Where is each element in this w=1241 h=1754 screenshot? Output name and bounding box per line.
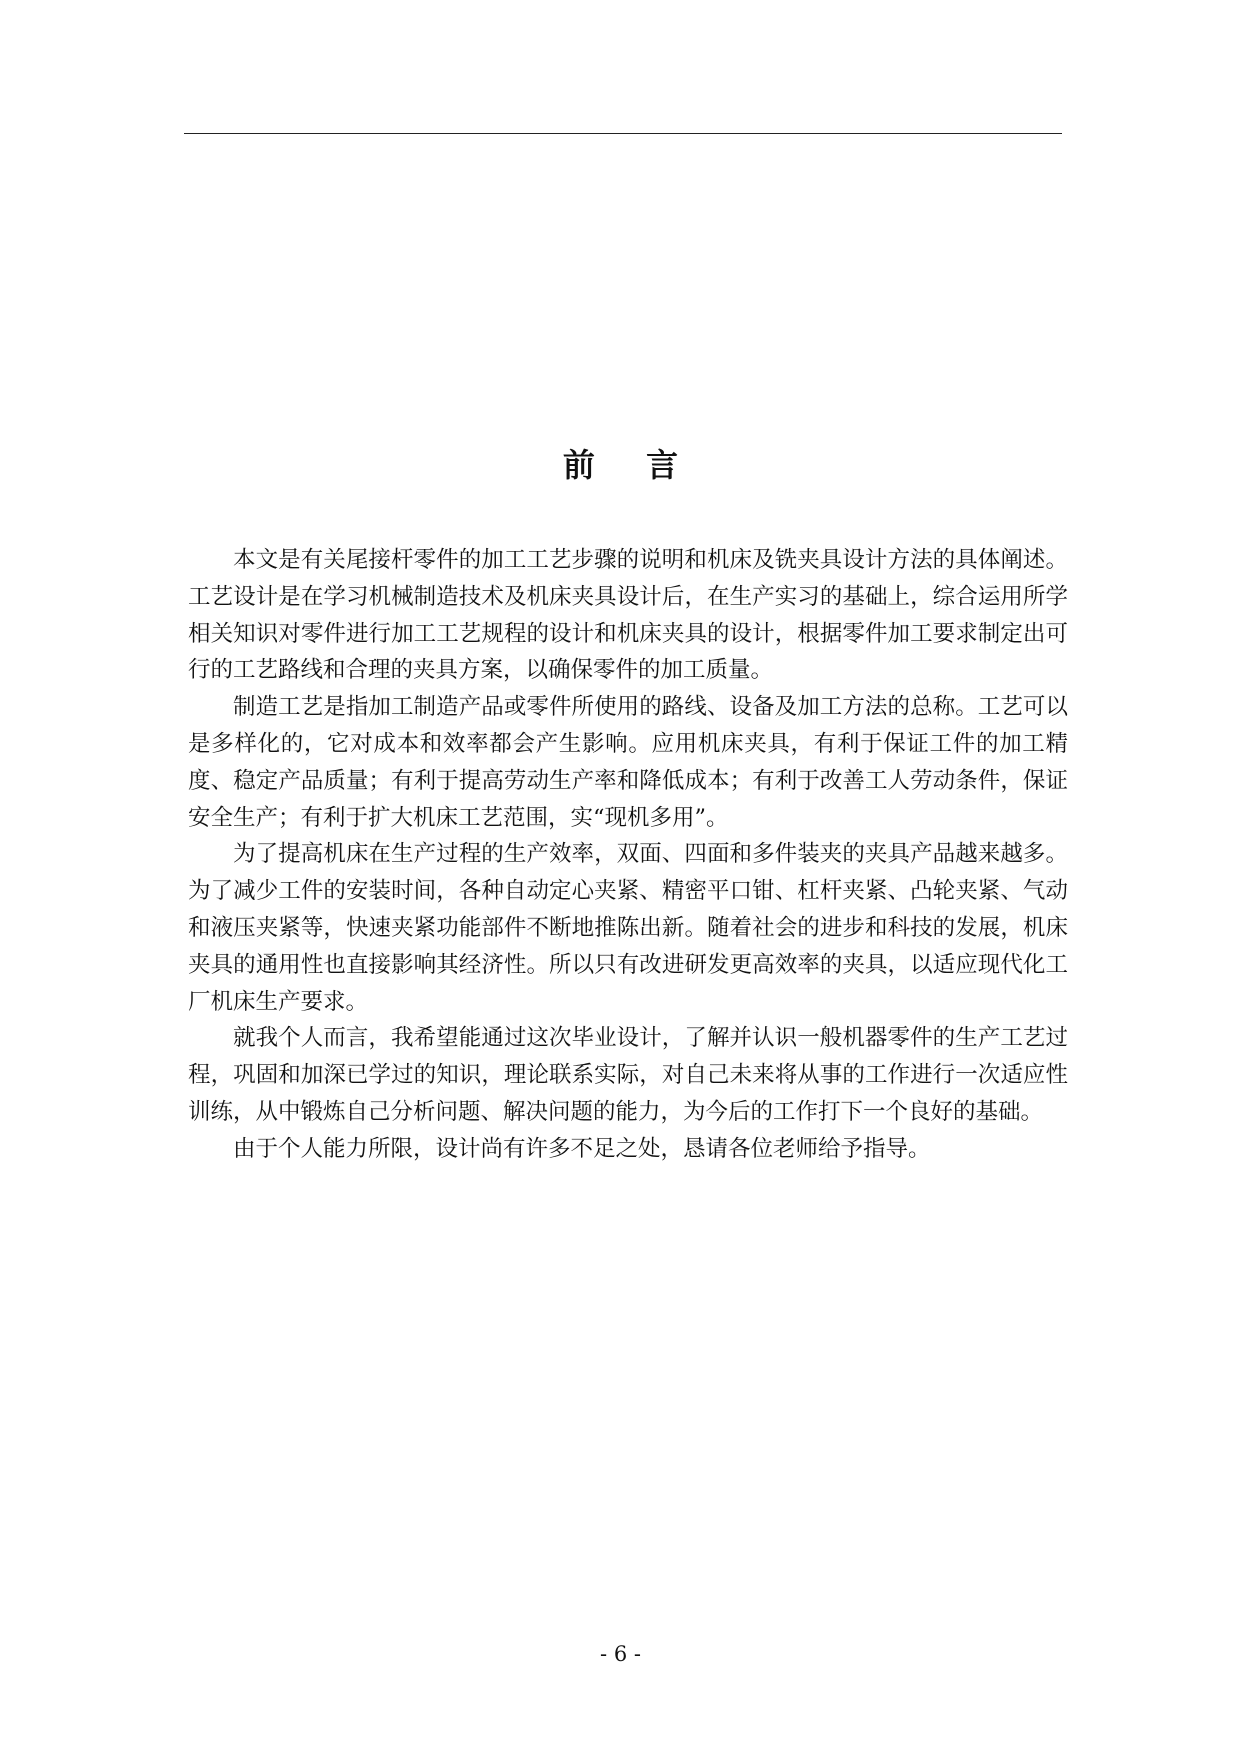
body-text [188, 542, 1068, 1168]
paragraph-4: 就我个人而言，我希望能通过这次毕业设计，了解并认识一般机器零件的生产工艺过程，巩固和加深已学过的知识，理论联系实际，对自己未来将从事的工作进行一次适应性训练，从中锻炼自己分析问题、解决问题的能力，为今后的工作打下一个良好的基础。 [188, 1025, 1068, 1125]
paragraph-1: 本文是有关尾接杆零件的加工工艺步骤的说明和机床及铣夹具设计方法的具体阐述。工艺设计是在学习机械制造技术及机床夹具设计后，在生产实习的基础上，综合运用所学相关知识对零件进行加工工艺规程的设计和机床夹具的设计，根据零件加工要求制定出可行的工艺路线和合理的夹具方案，以确保零件的加工质量。 [188, 547, 1068, 684]
paragraph-3: 为了提高机床在生产过程的生产效率，双面、四面和多件装夹的夹具产品越来越多。为了减少工件的安装时间，各种自动定心夹紧、精密平口钳、杠杆夹紧、凸轮夹紧、气动和液压夹紧等，快速夹紧功能部件不断地推陈出新。随着社会的进步和科技的发展，机床夹具的通用性也直接影响其经济性。所以只有改进研发更高效率的夹具，以适应现代化工厂机床生产要求。 [188, 841, 1068, 1015]
paragraph-2: 制造工艺是指加工制造产品或零件所使用的路线、设备及加工方法的总称。工艺可以是多样化的，它对成本和效率都会产生影响。应用机床夹具，有利于保证工件的加工精度、稳定产品质量；有利于提高劳动生产率和降低成本；有利于改善工人劳动条件，保证安全生产；有利于扩大机床工艺范围，实“现机多用”。 [188, 694, 1068, 831]
page-number: - 6 - [600, 1642, 641, 1666]
header-rule [184, 133, 1062, 134]
paragraph-5: 由于个人能力所限，设计尚有许多不足之处，恳请各位老师给予指导。 [233, 1135, 931, 1162]
page-title: 前 言 [562, 446, 699, 485]
